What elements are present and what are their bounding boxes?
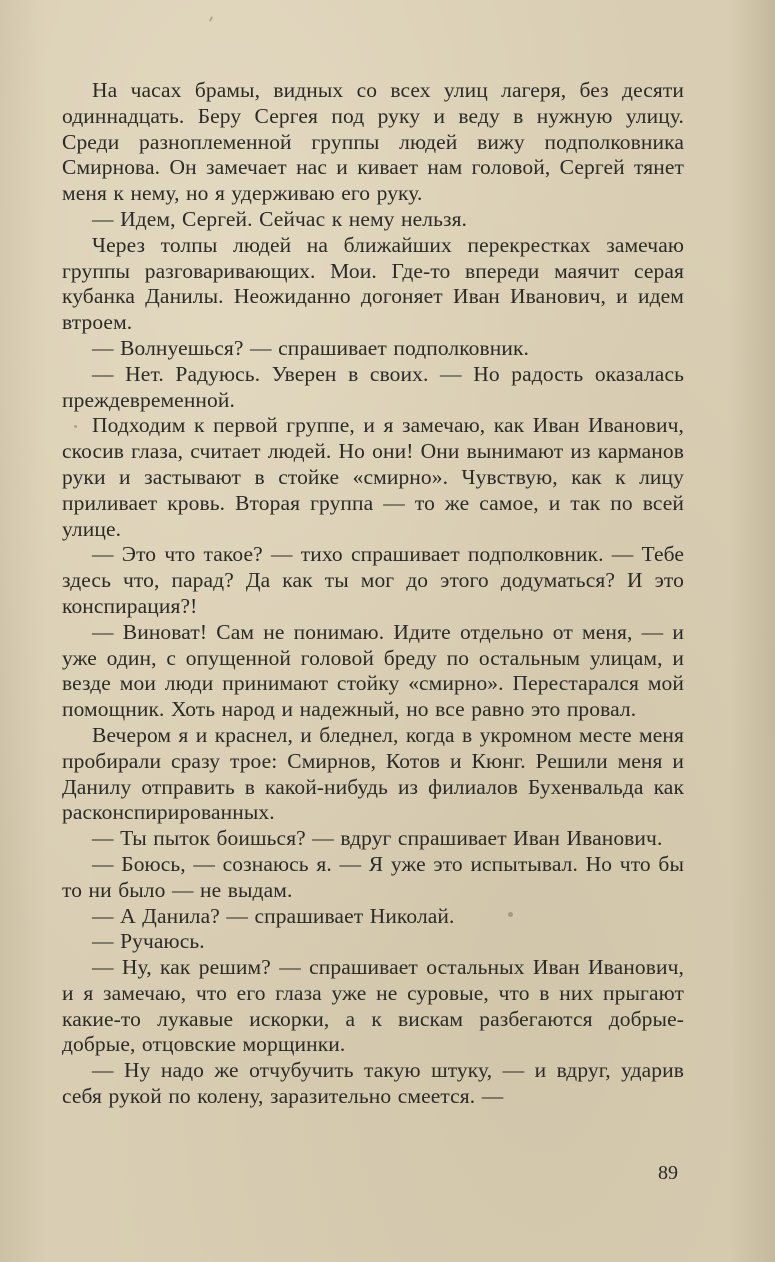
paragraph-11: — Боюсь, — сознаюсь я. — Я уже это испытывал. Но что бы то ни было — не выдам.: [62, 851, 684, 902]
paragraph-2: — Идем, Сергей. Сейчас к нему нельзя.: [92, 206, 468, 231]
text-block: [62, 78, 684, 1110]
paragraph-13: — Ручаюсь.: [92, 929, 205, 954]
paragraph-15: — Ну надо же отчубучить такую штуку, — и вдруг, ударив себя рукой по колену, заразительно смеется. —: [62, 1058, 684, 1109]
paper-speck: [508, 912, 513, 917]
paragraph-14: — Ну, как решим? — спрашивает остальных Иван Иванович, и я замечаю, что его глаза уже не суровые, что в них прыгают какие-то лукавые искорки, а к вискам разбегаются добрые-добрые, отцовские морщинки.: [62, 955, 684, 1057]
paragraph-10: — Ты пыток боишься? — вдруг спрашивает Иван Иванович.: [92, 826, 663, 851]
paper-speck: [209, 16, 213, 22]
paragraph-6: Подходим к первой группе, и я замечаю, как Иван Иванович, скосив глаза, считает людей. Но они! Они вынимают из карманов руки и застывают в стойке «смирно». Чувствую, как к лицу приливает кровь. Вторая группа — то же самое, и так по всей улице.: [62, 413, 684, 541]
paragraph-1: На часах брамы, видных со всех улиц лагеря, без десяти одиннадцать. Беру Сергея под руку и веду в нужную улицу. Среди разноплеменной группы людей вижу подполковника Смирнова. Он замечает нас и кивает нам головой, Сергей тянет меня к нему, но я удерживаю его руку.: [62, 78, 684, 206]
paragraph-7: — Это что такое? — тихо спрашивает подполковник. — Тебе здесь что, парад? Да как ты мог до этого додуматься? И это конспирация?!: [62, 542, 684, 618]
paragraph-9: Вечером я и краснел, и бледнел, когда в укромном месте меня пробирали сразу трое: Смирнов, Котов и Кюнг. Решили меня и Данилу отправить в какой-нибудь из филиалов Бухенвальда как расконспирированных.: [62, 722, 684, 825]
paragraph-12: — А Данила? — спрашивает Николай.: [92, 903, 455, 928]
paragraph-3: Через толпы людей на ближайших перекрестках замечаю группы разговаривающих. Мои. Где-то впереди маячит серая кубанка Данилы. Неожиданно догоняет Иван Иванович, и идем втроем.: [62, 232, 684, 335]
paper-speck: [74, 425, 77, 428]
paragraph-8: — Виноват! Сам не понимаю. Идите отдельно от меня, — и уже один, с опущенной головой бреду по остальным улицам, и везде мои люди принимают стойку «смирно». Перестарался мой помощник. Хоть народ и надежный, но все равно это провал.: [62, 619, 684, 722]
paragraph-5: — Нет. Радуюсь. Уверен в своих. — Но радость оказалась преждевременной.: [62, 361, 684, 412]
paragraph-4: — Волнуешься? — спрашивает подполковник.: [92, 335, 530, 360]
page-number: 89: [658, 1162, 678, 1184]
